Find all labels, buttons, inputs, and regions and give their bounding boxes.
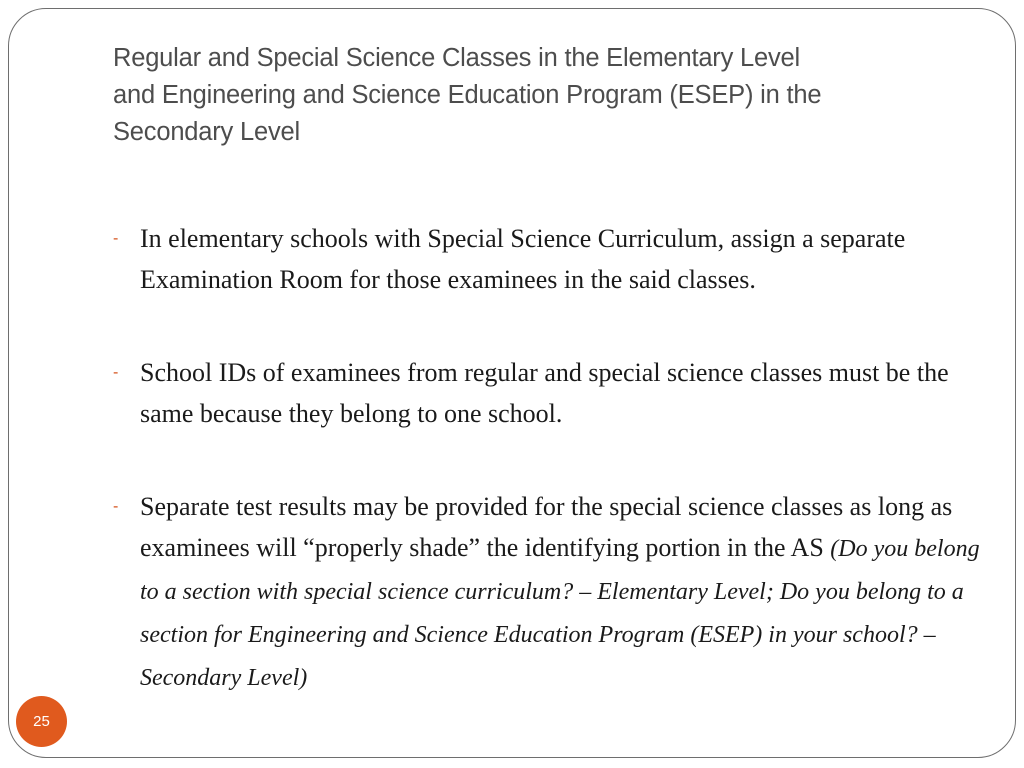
slide-title-line: Secondary Level	[113, 118, 300, 146]
slide-title-line: and Engineering and Science Education Program (ESEP) in the	[113, 81, 822, 109]
bullet-text	[140, 486, 993, 699]
bullet-dash-icon: -	[113, 498, 119, 515]
bullet-text-italic: (Do you belong to a section with special science curriculum? – Elementary Level; Do you belong to a section for Engineering and Science Education Program (ESEP) in your school? – Secondary Level)	[140, 536, 980, 691]
slide-title	[113, 40, 973, 151]
page-number: 25	[33, 713, 50, 730]
bullet-dash-icon: -	[113, 230, 119, 247]
bullet-dash-icon: -	[113, 364, 119, 381]
bullet-text-regular: Separate test results may be provided for the special science classes as long as examinees will “properly shade” the identifying portion in the AS	[140, 492, 953, 562]
bullet-list	[113, 218, 993, 699]
bullet-text: School IDs of examinees from regular and special science classes must be the same because they belong to one school.	[140, 358, 949, 428]
bullet-item	[113, 352, 993, 434]
bullet-item	[113, 486, 993, 699]
bullet-item	[113, 218, 993, 300]
page-number-badge	[16, 696, 67, 747]
bullet-text: In elementary schools with Special Science Curriculum, assign a separate Examination Room for those examinees in the said classes.	[140, 224, 906, 294]
slide-title-line: Regular and Special Science Classes in the Elementary Level	[113, 44, 800, 72]
